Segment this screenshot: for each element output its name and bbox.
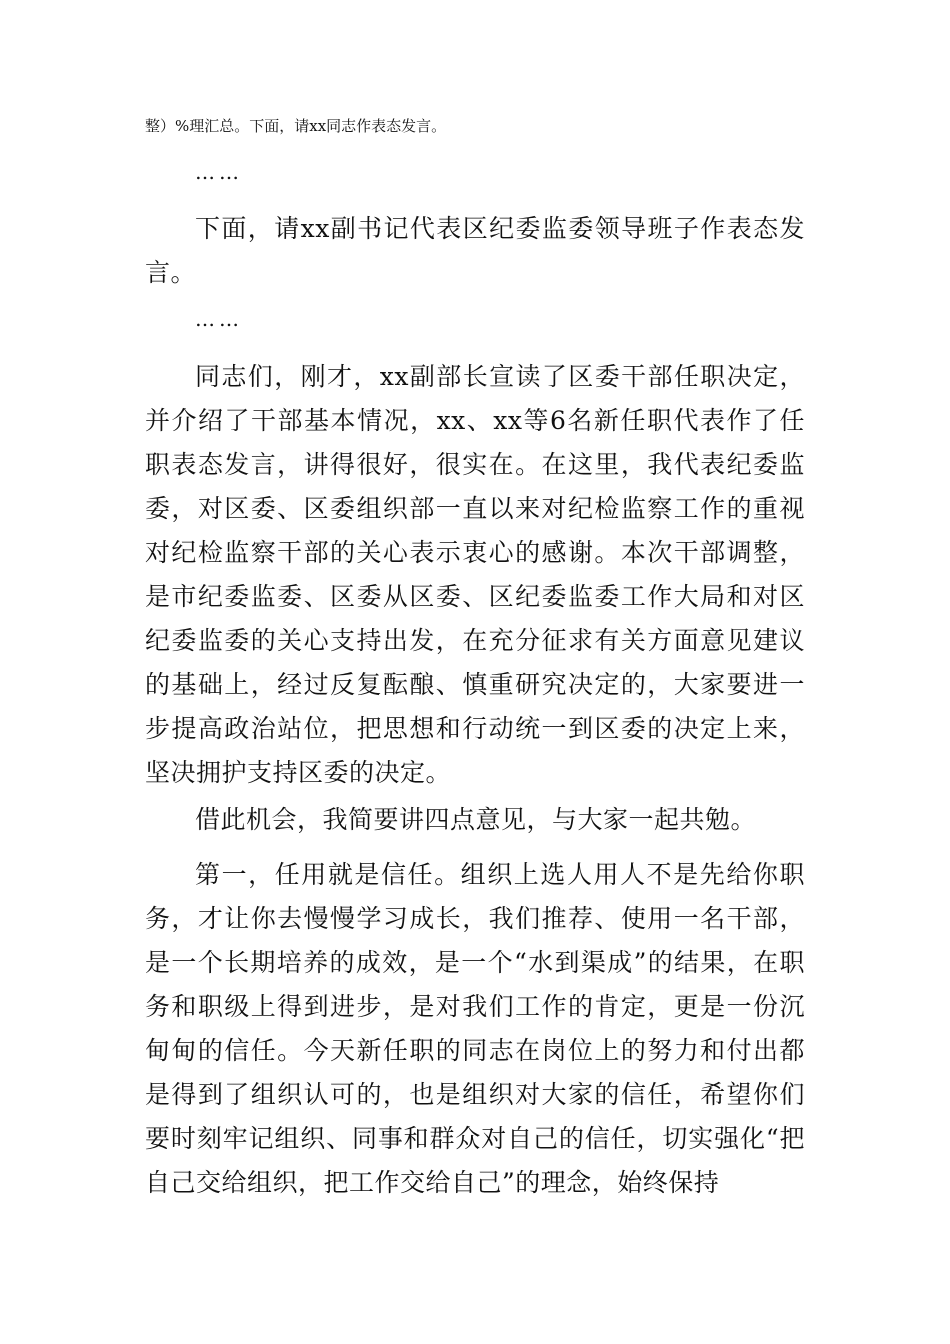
paragraph-comrades: 同志们，刚才，xx副部长宣读了区委干部任职决定，并介绍了干部基本情况，xx、xx等6名新任职代表作了任职表态发言，讲得很好，很实在。在这里，我代表纪委监委，对区委、区委组织部一直以来对纪检监察工作的重视对纪检监察干部的关心表示衷心的感谢。本次干部调整，是市纪委监委、区委从区委、区纪委监委工作大局和对区纪委监委的关心支持出发，在充分征求有关方面意见建议的基础上，经过反复酝酿、慎重研究决定的，大家要进一步提高政治站位，把思想和行动统一到区委的决定上来，坚决拥护支持区委的决定。	[145, 362, 805, 787]
paragraph-first-point: 第一，任用就是信任。组织上选人用人不是先给你职务，才让你去慢慢学习成长，我们推荐、使用一名干部，是一个长期培养的成效，是一个“水到渠成”的结果，在职务和职级上得到进步，是对我们工作的肯定，更是一份沉甸甸的信任。今天新任职的同志在岗位上的努力和付出都是得到了组织认可的，也是组织对大家的信任，希望你们要时刻牢记组织、同事和群众对自己的信任，切实强化“把自己交给组织，把工作交给自己”的理念，始终保持	[145, 860, 805, 1197]
paragraph-four-points: 借此机会，我简要讲四点意见，与大家一起共勉。	[195, 805, 757, 834]
continuation-line: 整）%理汇总。下面，请xx同志作表态发言。	[145, 117, 447, 135]
ellipsis-2: ……	[195, 307, 243, 331]
ellipsis-1: ……	[195, 160, 243, 184]
paragraph-deputy-secretary: 下面，请xx副书记代表区纪委监委领导班子作表态发言。	[145, 214, 805, 287]
